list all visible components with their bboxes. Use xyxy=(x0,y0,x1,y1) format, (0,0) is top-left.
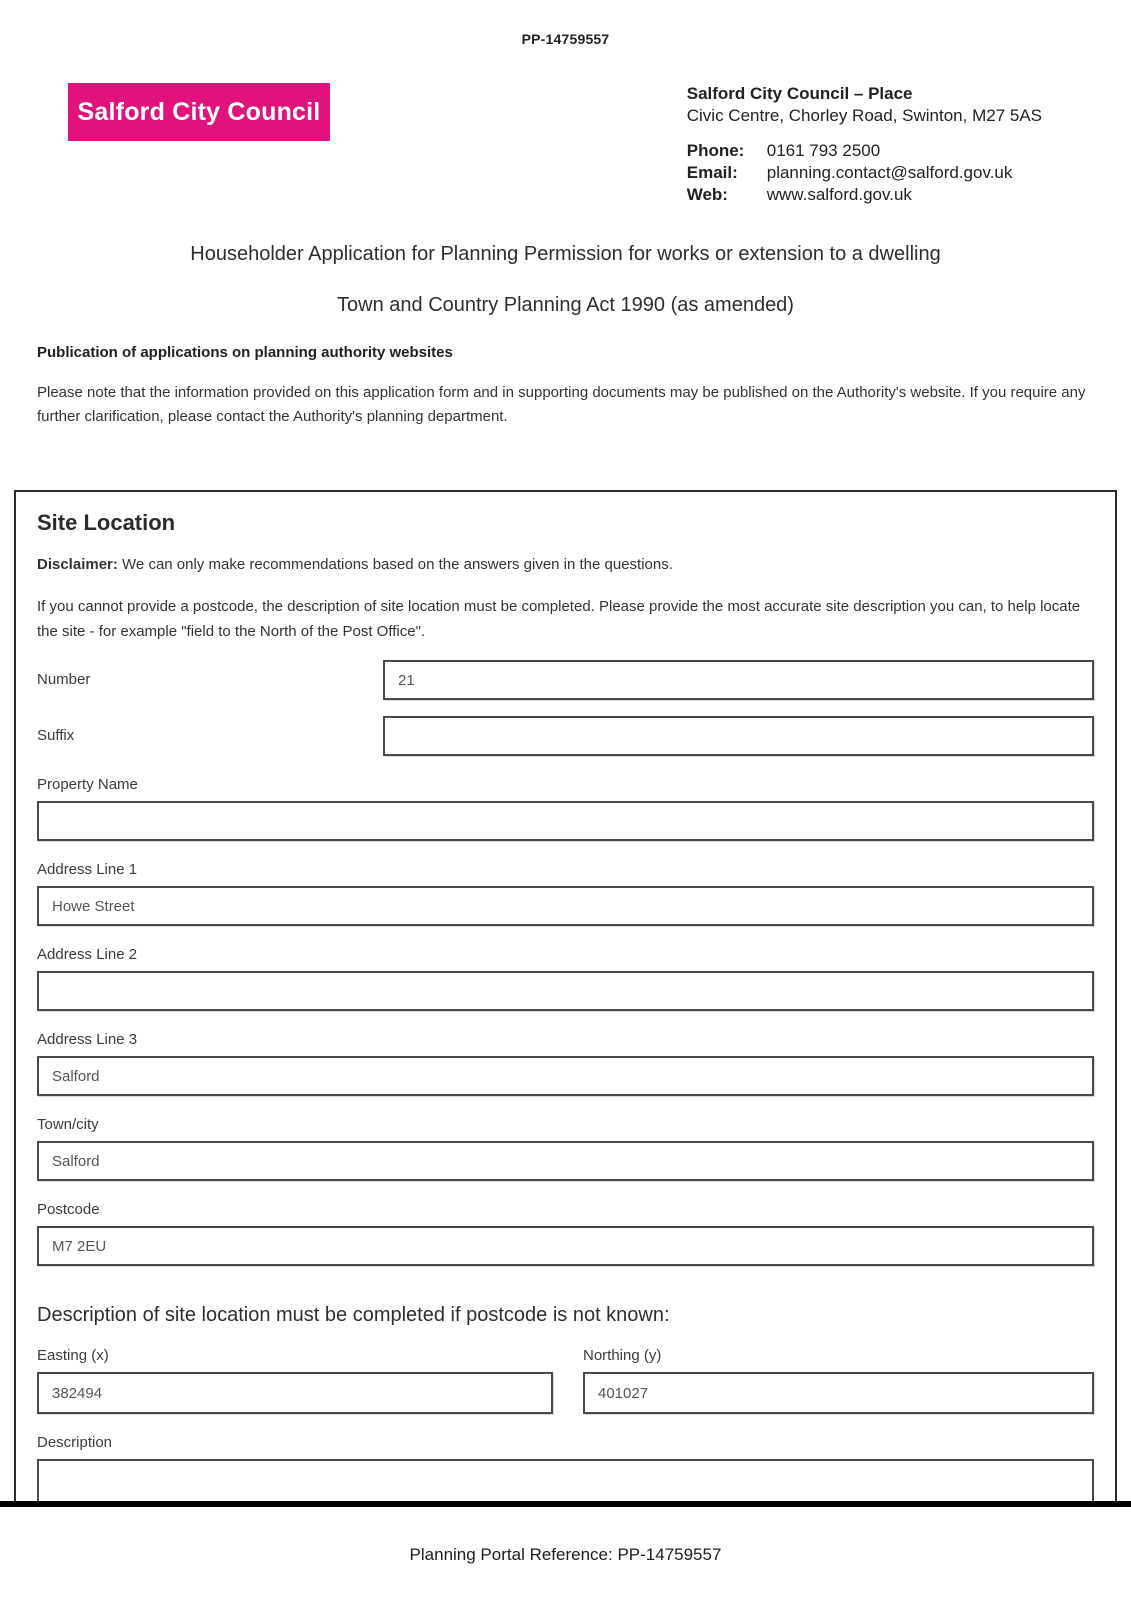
property-name-input[interactable] xyxy=(37,801,1094,841)
suffix-field-row xyxy=(37,716,1094,756)
site-location-intro: If you cannot provide a postcode, the description of site location must be completed. Please provide the most accurate site description you can, to help locate the site - for example "field to the North of the Post Office". xyxy=(37,598,1081,640)
form-title: Householder Application for Planning Permission for works or extension to a dwelling xyxy=(190,243,941,265)
suffix-label: Suffix xyxy=(37,727,75,744)
suffix-input[interactable] xyxy=(383,716,1094,756)
disclaimer-label: Disclaimer: xyxy=(37,556,118,573)
address-line-2-label: Address Line 2 xyxy=(37,946,138,963)
property-name-label: Property Name xyxy=(37,776,138,793)
address-line-2-input[interactable] xyxy=(37,971,1094,1011)
address-line-2-field-row xyxy=(37,946,1094,1011)
coordinates-row xyxy=(37,1347,1094,1414)
publication-heading: Publication of applications on planning authority websites xyxy=(37,344,453,361)
address-line-3-label: Address Line 3 xyxy=(37,1031,138,1048)
phone-value: 0161 793 2500 xyxy=(766,141,881,160)
town-city-input[interactable] xyxy=(37,1141,1094,1181)
email-value: planning.contact@salford.gov.uk xyxy=(766,163,1013,182)
web-label: Web: xyxy=(686,185,728,204)
description-of-site-heading: Description of site location must be completed if postcode is not known: xyxy=(37,1304,670,1326)
postcode-label: Postcode xyxy=(37,1201,100,1218)
northing-field xyxy=(583,1347,1094,1414)
site-location-section xyxy=(14,490,1117,1501)
authority-name: Salford City Council – Place xyxy=(686,84,913,103)
phone-label: Phone: xyxy=(686,141,745,160)
salford-city-council-logo: Salford City Council xyxy=(68,83,330,141)
easting-label: Easting (x) xyxy=(37,1347,109,1364)
authority-address: Civic Centre, Chorley Road, Swinton, M27 5AS xyxy=(686,106,1042,125)
number-label: Number xyxy=(37,671,91,688)
form-subtitle: Town and Country Planning Act 1990 (as amended) xyxy=(337,294,794,316)
letterhead xyxy=(0,83,1131,206)
web-value: www.salford.gov.uk xyxy=(766,185,912,204)
description-field-row xyxy=(37,1434,1094,1501)
easting-field xyxy=(37,1347,553,1414)
authority-contact-block xyxy=(687,83,1042,206)
property-name-field-row xyxy=(37,776,1094,841)
disclaimer-text xyxy=(37,556,1094,573)
address-line-1-field-row xyxy=(37,861,1094,926)
column-gap xyxy=(553,1347,583,1414)
planning-portal-reference-header: PP-14759557 xyxy=(521,31,610,47)
description-textarea[interactable] xyxy=(37,1459,1094,1501)
address-line-1-input[interactable] xyxy=(37,886,1094,926)
page-break-divider xyxy=(0,1501,1131,1507)
email-label: Email: xyxy=(686,163,738,182)
address-line-3-input[interactable] xyxy=(37,1056,1094,1096)
site-location-heading: Site Location xyxy=(37,510,176,535)
number-field-row xyxy=(37,660,1094,700)
authority-contact-details xyxy=(687,140,1042,206)
northing-input[interactable] xyxy=(583,1372,1094,1414)
address-line-3-field-row xyxy=(37,1031,1094,1096)
postcode-input[interactable] xyxy=(37,1226,1094,1266)
northing-label: Northing (y) xyxy=(583,1347,662,1364)
town-city-field-row xyxy=(37,1116,1094,1181)
planning-portal-reference-footer: Planning Portal Reference: PP-14759557 xyxy=(409,1545,722,1564)
address-line-1-label: Address Line 1 xyxy=(37,861,138,878)
number-input[interactable] xyxy=(383,660,1094,700)
postcode-field-row xyxy=(37,1201,1094,1266)
disclaimer-body: We can only make recommendations based on the answers given in the questions. xyxy=(117,556,673,573)
description-label: Description xyxy=(37,1434,113,1451)
easting-input[interactable] xyxy=(37,1372,553,1414)
town-city-label: Town/city xyxy=(37,1116,99,1133)
publication-body: Please note that the information provided on this application form and in supporting documents may be published on the Authority's website. If you require any further clarification, please contact the Authority's planning department. xyxy=(37,384,1086,425)
